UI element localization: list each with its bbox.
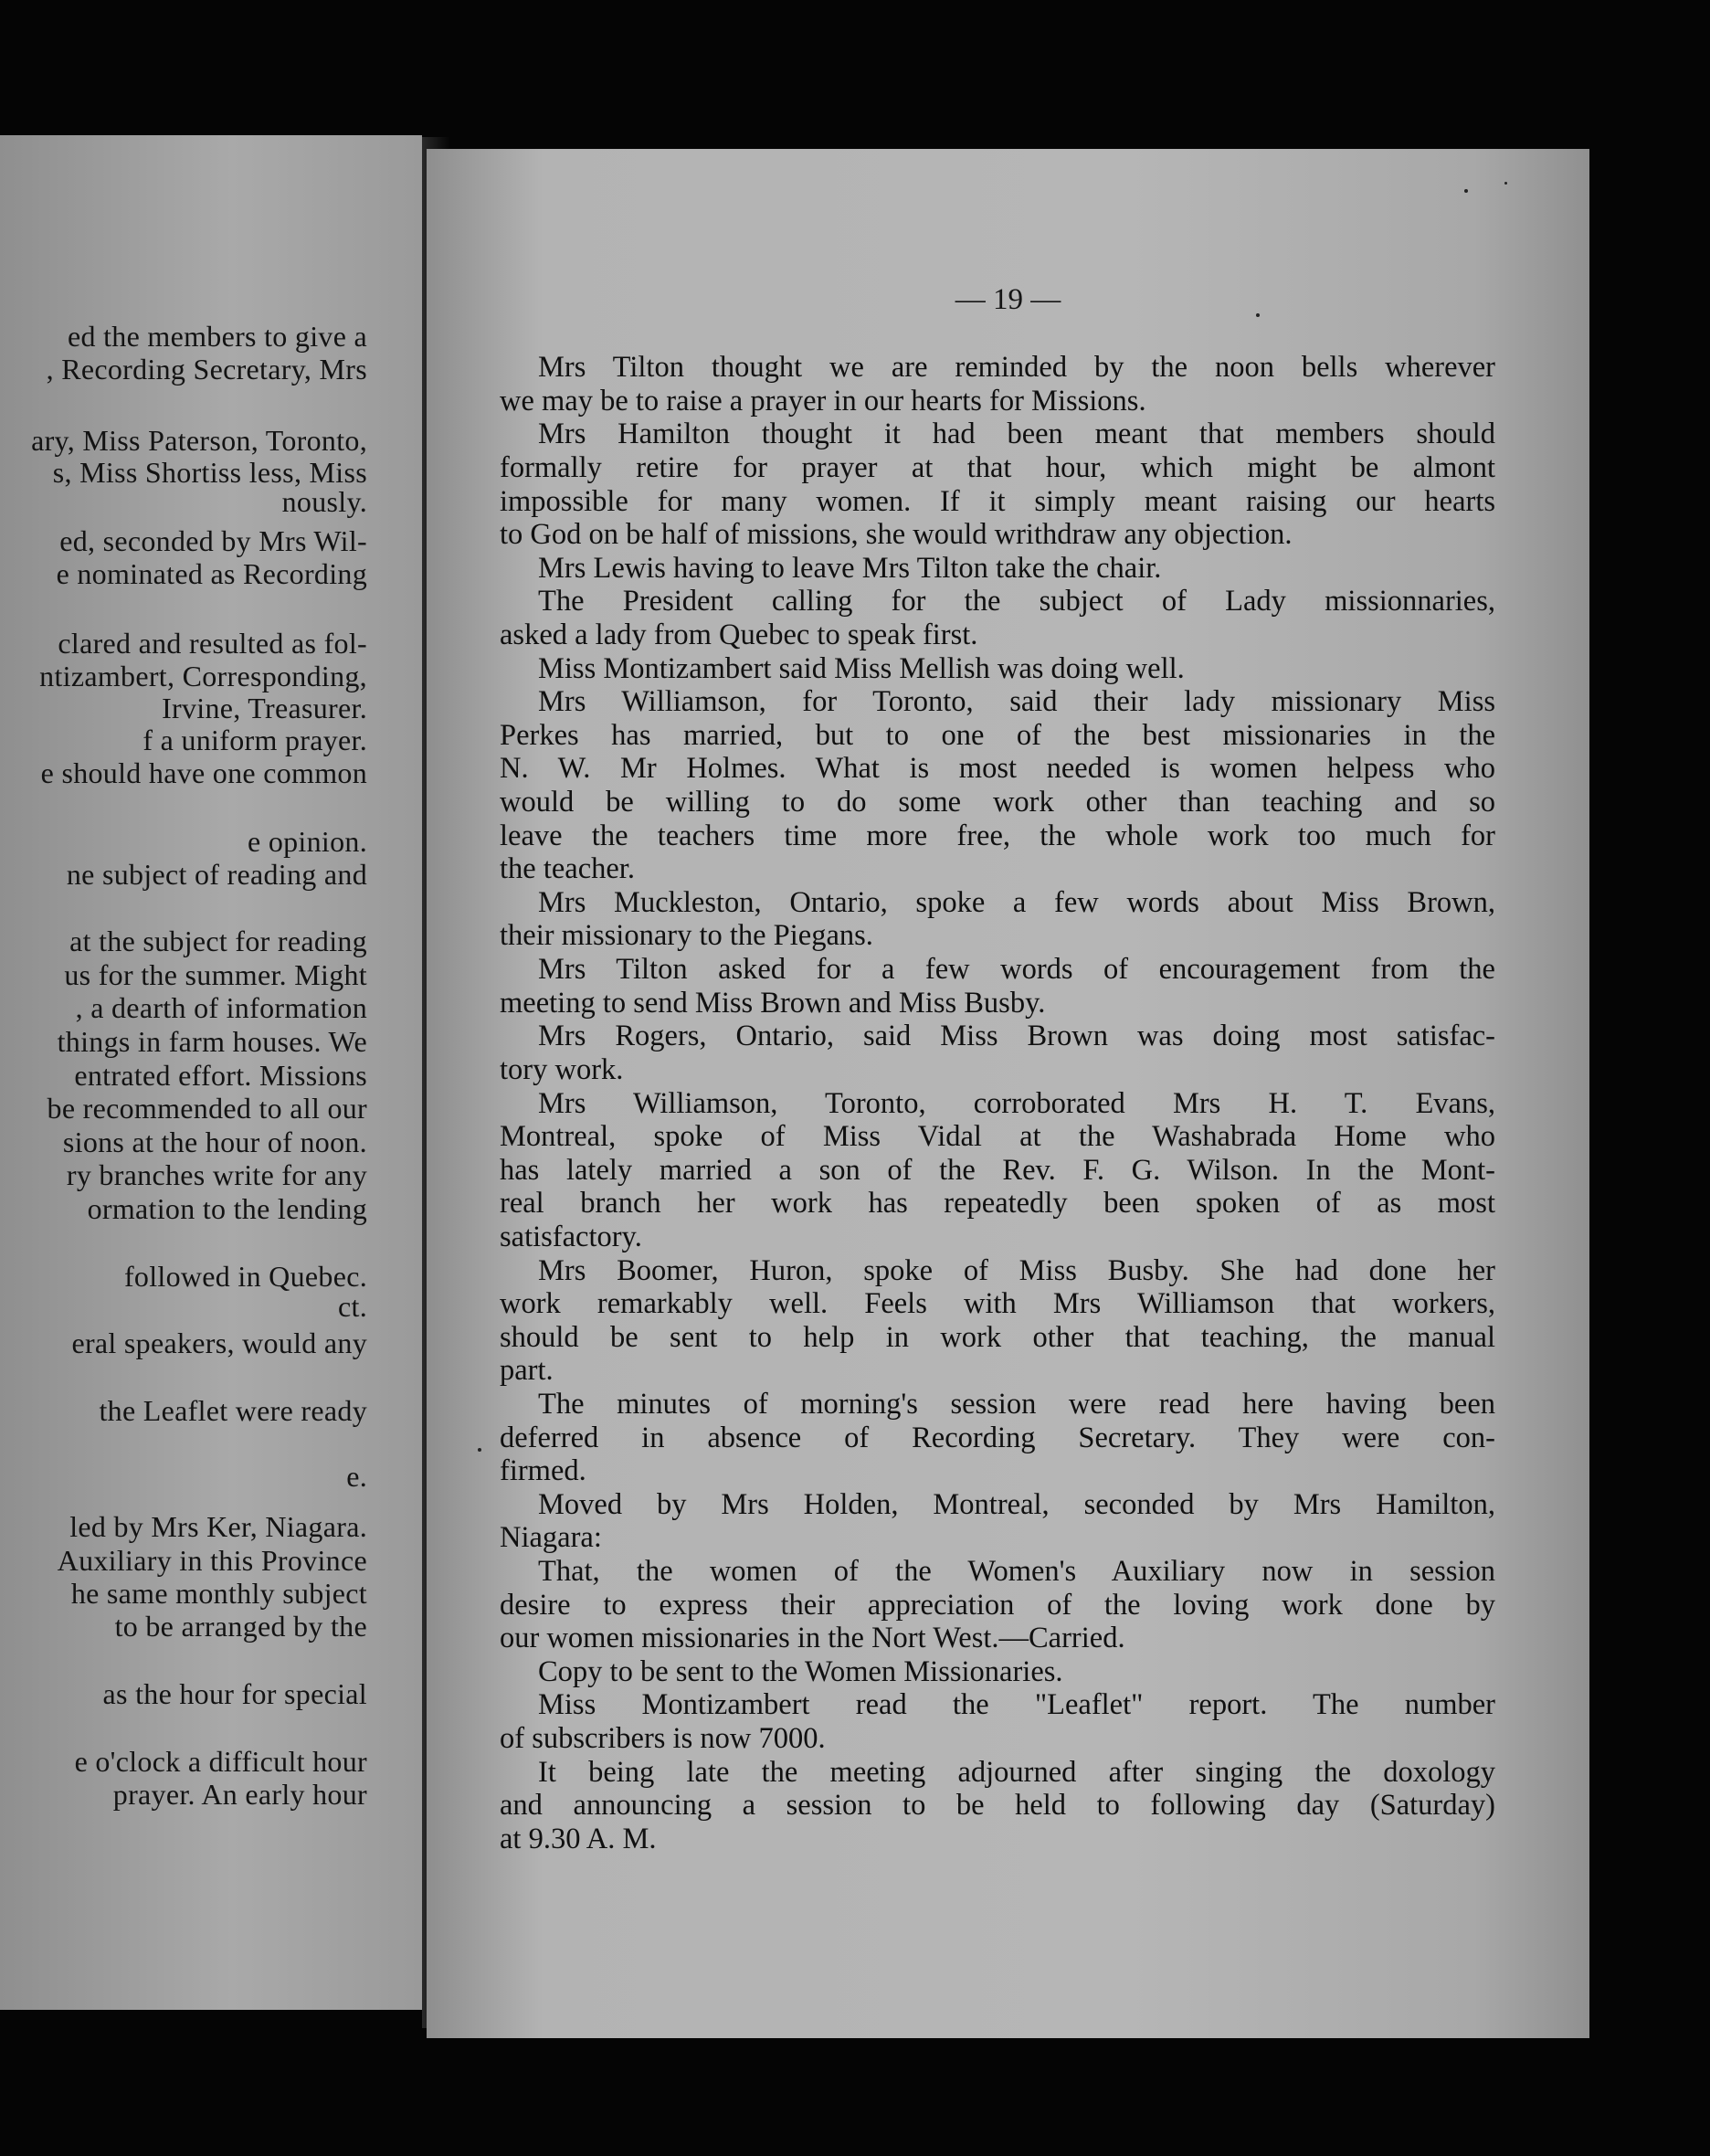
- left-line: , a dearth of information: [75, 991, 367, 1024]
- body-line: Mrs Williamson, Toronto, corroborated Mrs H. T. Evans,: [538, 1087, 1495, 1120]
- left-line: nously.: [281, 485, 367, 518]
- body-line: Niagara:: [500, 1521, 602, 1554]
- body-line: Copy to be sent to the Women Missionaries.: [538, 1655, 1063, 1688]
- body-line: desire to express their appreciation of the loving work done by: [500, 1589, 1495, 1622]
- left-line: s, Miss Shortiss less, Miss: [52, 456, 367, 489]
- body-line: work remarkably well. Feels with Mrs Williamson that workers,: [500, 1287, 1495, 1320]
- body-line: The minutes of morning's session were read here having been: [538, 1388, 1495, 1421]
- page-number: — 19 —: [955, 283, 1061, 316]
- body-line: That, the women of the Women's Auxiliary now in session: [538, 1555, 1495, 1588]
- body-line: should be sent to help in work other that teaching, the manual: [500, 1321, 1495, 1354]
- body-line: has lately married a son of the Rev. F. G. Wilson. In the Mont-: [500, 1154, 1495, 1187]
- ink-speck: [1464, 189, 1468, 193]
- body-line: deferred in absence of Recording Secretary. They were con-: [500, 1421, 1495, 1454]
- left-line: to be arranged by the: [114, 1610, 367, 1643]
- body-line: Mrs Lewis having to leave Mrs Tilton take the chair.: [538, 552, 1162, 585]
- left-line: ne subject of reading and: [66, 858, 367, 891]
- body-line: firmed.: [500, 1454, 586, 1487]
- body-line: It being late the meeting adjourned after singing the doxology: [538, 1756, 1495, 1789]
- body-line: Mrs Boomer, Huron, spoke of Miss Busby. She had done her: [538, 1254, 1495, 1287]
- ink-speck: [1504, 182, 1507, 185]
- body-line: Mrs Hamilton thought it had been meant that members should: [538, 417, 1495, 450]
- left-line: ed, seconded by Mrs Wil-: [59, 524, 367, 557]
- body-line: of subscribers is now 7000.: [500, 1722, 826, 1755]
- left-line: at the subject for reading: [69, 925, 367, 957]
- body-line: meeting to send Miss Brown and Miss Busby.: [500, 987, 1046, 1020]
- left-line: ed the members to give a: [68, 320, 367, 353]
- body-line: their missionary to the Piegans.: [500, 919, 873, 952]
- body-line: the teacher.: [500, 852, 635, 885]
- body-line: Mrs Rogers, Ontario, said Miss Brown was doing most satisfac-: [538, 1020, 1495, 1052]
- body-line: Mrs Muckleston, Ontario, spoke a few words about Miss Brown,: [538, 886, 1495, 919]
- body-line: at 9.30 A. M.: [500, 1823, 657, 1855]
- body-line: Perkes has married, but to one of the best missionaries in the: [500, 719, 1495, 752]
- body-line: impossible for many women. If it simply meant raising our hearts: [500, 485, 1495, 518]
- left-line: ormation to the lending: [87, 1192, 367, 1225]
- ink-speck: [1256, 313, 1260, 317]
- left-line: ntizambert, Corresponding,: [39, 660, 367, 692]
- left-line: the Leaflet were ready: [99, 1394, 367, 1427]
- left-line: e opinion.: [248, 825, 367, 858]
- left-line: ry branches write for any: [66, 1158, 367, 1191]
- left-line: Auxiliary in this Province: [57, 1544, 367, 1577]
- body-line: Montreal, spoke of Miss Vidal at the Washabrada Home who: [500, 1120, 1495, 1153]
- left-line: f a uniform prayer.: [142, 724, 367, 756]
- left-line: prayer. An early hour: [112, 1778, 367, 1811]
- body-line: real branch her work has repeatedly been spoken of as most: [500, 1187, 1495, 1220]
- body-line: The President calling for the subject of Lady missionnaries,: [538, 585, 1495, 618]
- left-line: us for the summer. Might: [64, 958, 367, 991]
- left-line: he same monthly subject: [70, 1577, 367, 1610]
- left-line: e o'clock a difficult hour: [74, 1745, 367, 1778]
- left-line: followed in Quebec.: [123, 1260, 367, 1293]
- body-line: to God on be half of missions, she would writhdraw any objection.: [500, 518, 1293, 551]
- body-line: Mrs Tilton asked for a few words of encouragement from the: [538, 953, 1495, 986]
- left-line: Irvine, Treasurer.: [162, 692, 367, 724]
- left-line: eral speakers, would any: [71, 1326, 367, 1359]
- left-line: sions at the hour of noon.: [62, 1126, 367, 1158]
- body-line: satisfactory.: [500, 1221, 642, 1253]
- body-line: Mrs Williamson, for Toronto, said their lady missionary Miss: [538, 685, 1495, 718]
- body-line: asked a lady from Quebec to speak first.: [500, 618, 978, 651]
- left-line: ary, Miss Paterson, Toronto,: [31, 424, 367, 457]
- body-line: Moved by Mrs Holden, Montreal, seconded by Mrs Hamilton,: [538, 1488, 1495, 1521]
- ink-speck: [478, 1448, 481, 1452]
- body-line: we may be to raise a prayer in our hearts for Missions.: [500, 385, 1146, 417]
- body-line: and announcing a session to be held to following day (Saturday): [500, 1789, 1495, 1822]
- left-line: be recommended to all our: [47, 1092, 367, 1125]
- left-line: led by Mrs Ker, Niagara.: [69, 1510, 367, 1543]
- body-line: formally retire for prayer at that hour, which might be almont: [500, 451, 1495, 484]
- left-page: [0, 135, 422, 2010]
- body-line: Mrs Tilton thought we are reminded by the noon bells wherever: [538, 351, 1495, 384]
- body-line: part.: [500, 1354, 554, 1387]
- left-line: e.: [346, 1460, 367, 1493]
- left-line: , Recording Secretary, Mrs: [46, 353, 367, 386]
- body-line: tory work.: [500, 1053, 624, 1086]
- body-line: would be willing to do some work other than teaching and so: [500, 786, 1495, 819]
- left-line: entrated effort. Missions: [74, 1059, 367, 1092]
- left-line: as the hour for special: [102, 1677, 367, 1710]
- left-line: clared and resulted as fol-: [58, 627, 367, 660]
- right-page: [427, 149, 1589, 2038]
- left-line: e nominated as Recording: [56, 557, 367, 590]
- body-line: Miss Montizambert said Miss Mellish was doing well.: [538, 652, 1185, 685]
- left-line: e should have one common: [40, 756, 367, 789]
- left-line: things in farm houses. We: [57, 1025, 367, 1058]
- body-line: Miss Montizambert read the "Leaflet" report. The number: [538, 1688, 1495, 1721]
- body-line: leave the teachers time more free, the whole work too much for: [500, 819, 1495, 852]
- left-line: ct.: [338, 1290, 367, 1323]
- body-line: N. W. Mr Holmes. What is most needed is women helpess who: [500, 752, 1495, 785]
- body-line: our women missionaries in the Nort West.—Carried.: [500, 1622, 1125, 1654]
